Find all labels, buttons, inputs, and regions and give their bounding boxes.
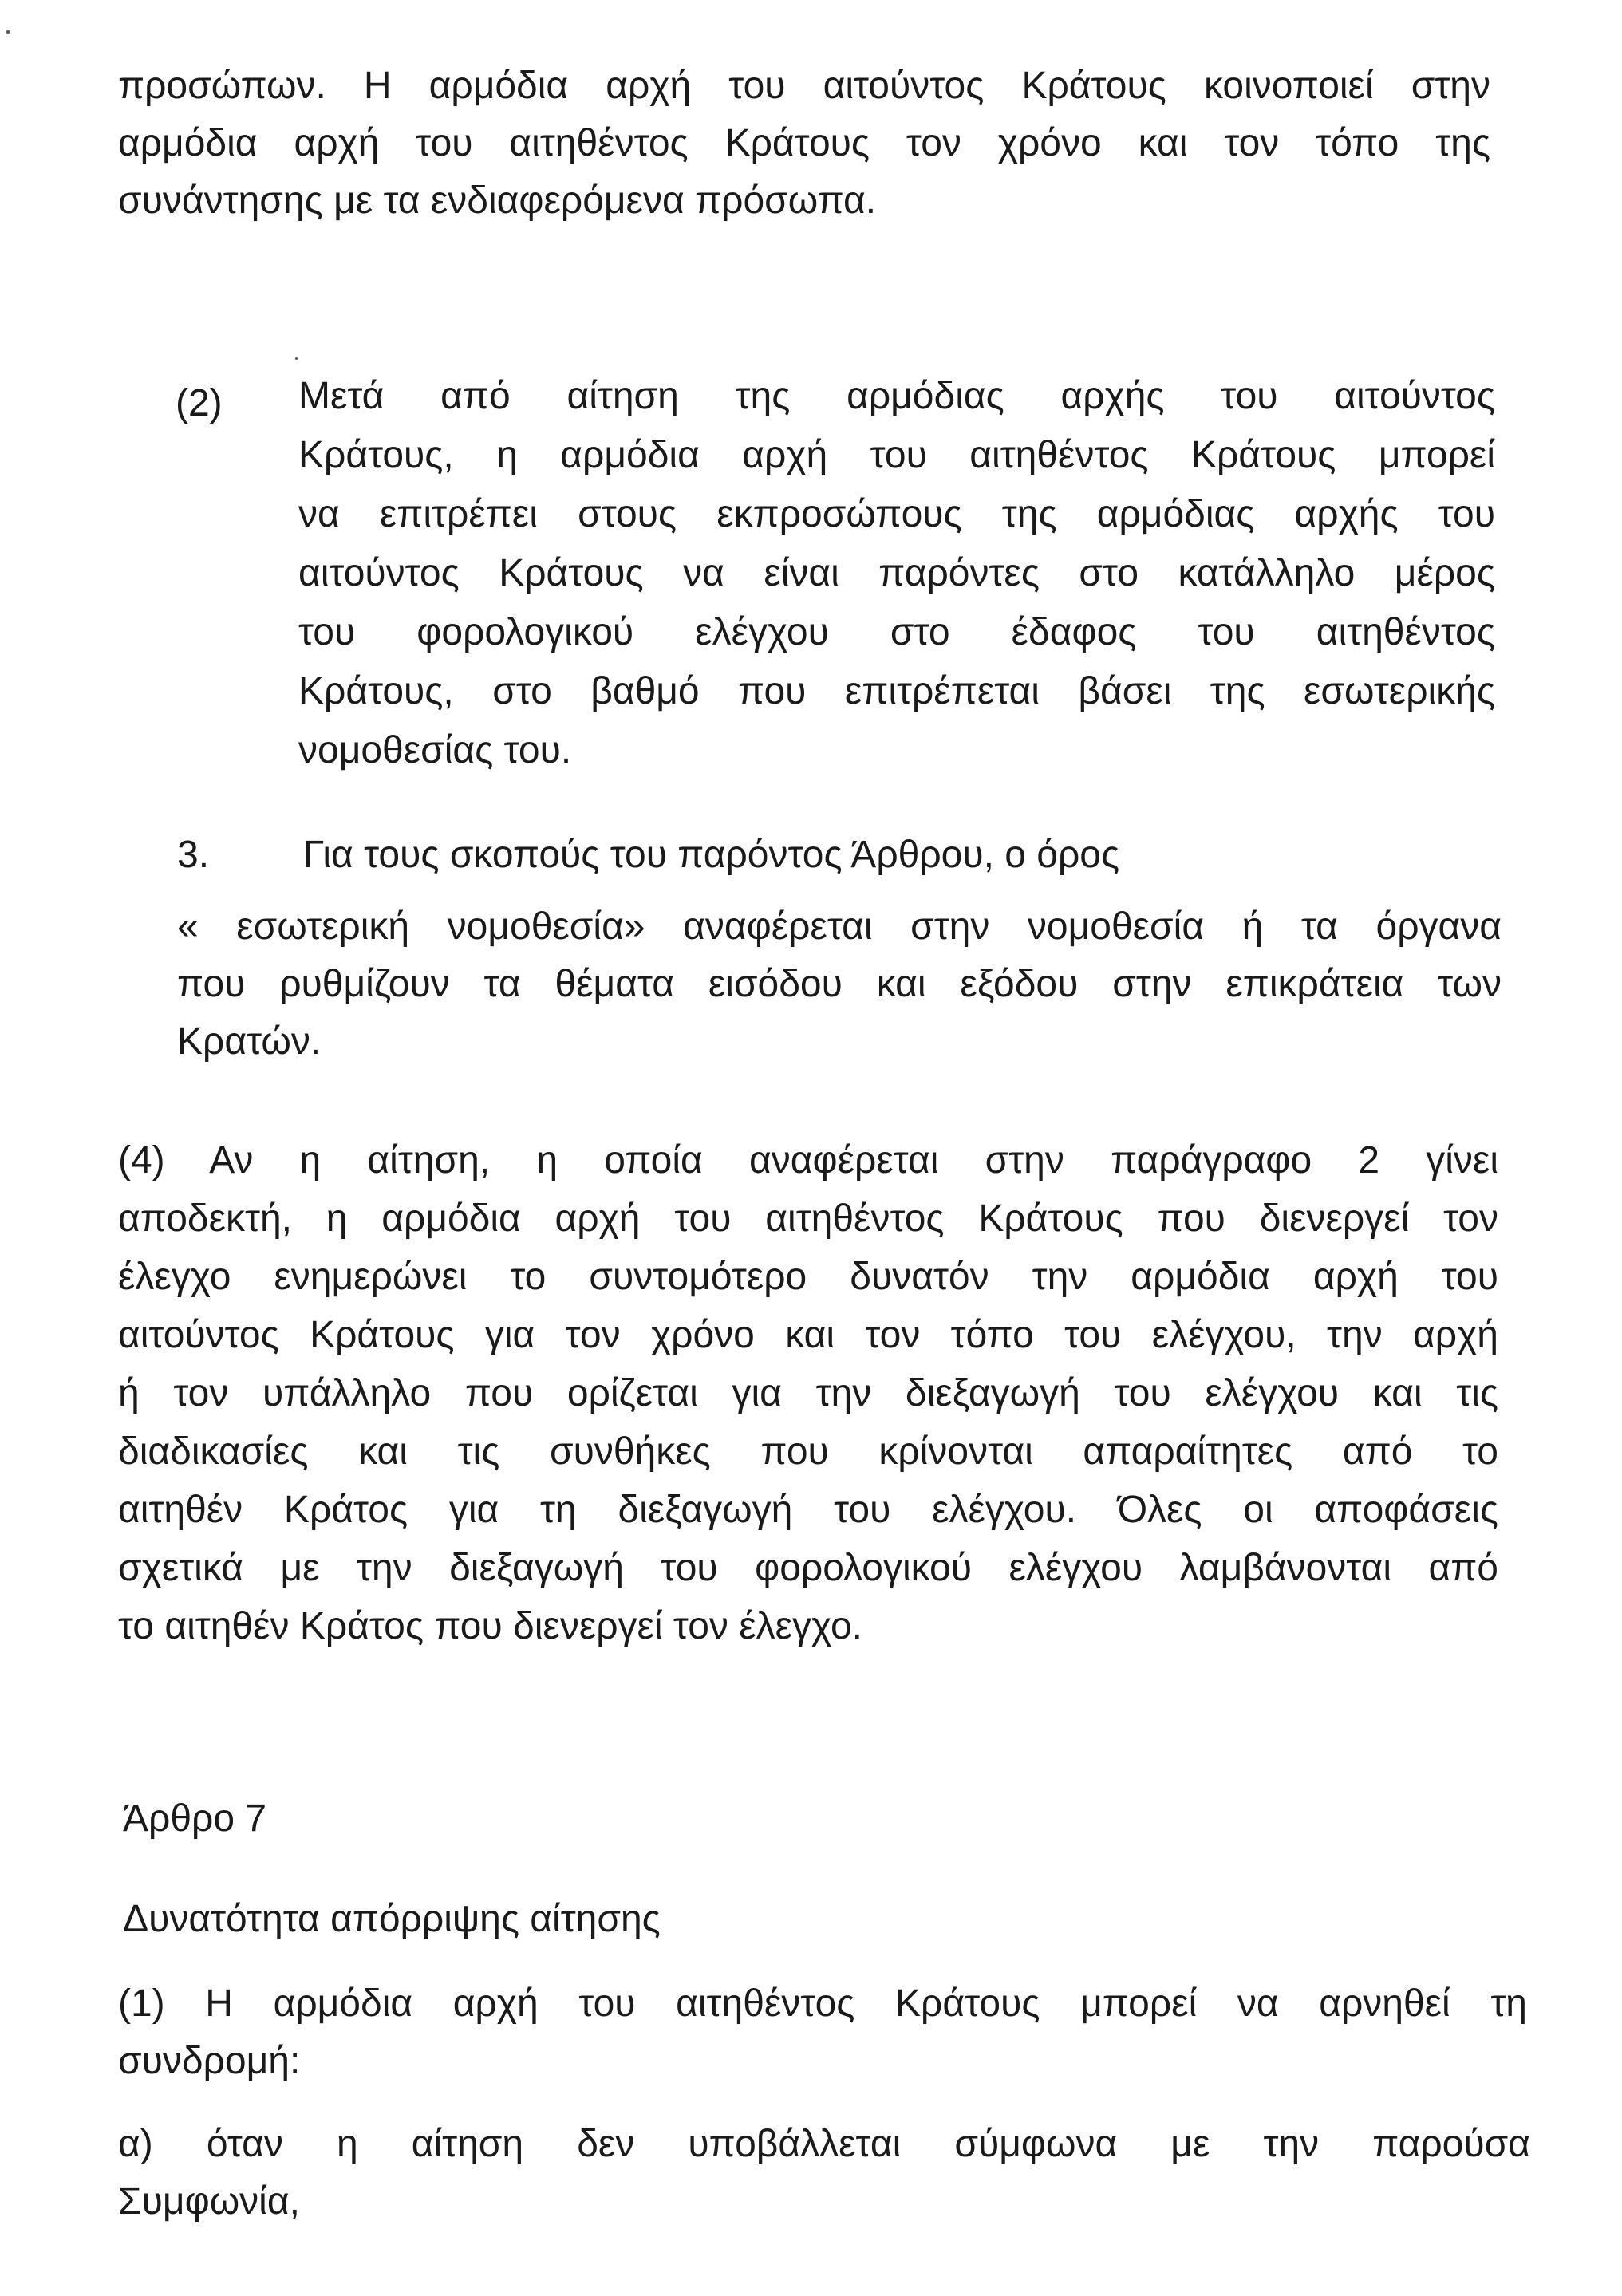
text-line: συνδρομή: <box>118 2040 301 2082</box>
text-line: Κράτους, στο βαθμό που επιτρέπεται βάσει της εσωτερικής <box>298 670 1495 712</box>
text-line: « εσωτερική νομοθεσία» αναφέρεται στην νομοθεσία ή τα όργανα <box>177 905 1502 948</box>
text-line: σχετικά με την διεξαγωγή του φορολογικού ελέγχου λαμβάνονται από <box>118 1547 1498 1589</box>
text-line: Μετά από αίτηση της αρμόδιας αρχής του αιτούντος <box>298 375 1495 417</box>
paragraph-marker: 3. <box>177 834 210 876</box>
text-line: του φορολογικού ελέγχου στο έδαφος του αιτηθέντος <box>298 611 1495 653</box>
text-line: το αιτηθέν Κράτος που διενεργεί τον έλεγχο. <box>118 1605 862 1647</box>
scan-speck <box>6 30 10 34</box>
paragraph-3 <box>177 898 1502 1071</box>
paragraph-2 <box>298 367 1495 780</box>
text-line: αιτηθέν Κράτος για τη διεξαγωγή του ελέγχου. Όλες οι αποφάσεις <box>118 1489 1498 1531</box>
article7-paragraph-1 <box>118 1975 1527 2090</box>
text-line: Κράτους, η αρμόδια αρχή του αιτηθέντος Κράτους μπορεί <box>298 434 1495 476</box>
text-line: νομοθεσίας του. <box>298 729 572 771</box>
text-line: προσώπων. Η αρμόδια αρχή του αιτούντος Κράτους κοινοποιεί στην <box>118 65 1490 107</box>
paragraph-4 <box>118 1131 1498 1655</box>
article7-item-a <box>118 2116 1530 2231</box>
text-line: (1) Η αρμόδια αρχή του αιτηθέντος Κράτους μπορεί να αρνηθεί τη <box>118 1982 1527 2025</box>
text-line: αποδεκτή, η αρμόδια αρχή του αιτηθέντος Κράτους που διενεργεί τον <box>118 1197 1498 1240</box>
text-line: συνάντησης με τα ενδιαφερόμενα πρόσωπα. <box>118 179 877 222</box>
text-line: ή τον υπάλληλο που ορίζεται για την διεξαγωγή του ελέγχου και τις <box>118 1372 1498 1414</box>
text-line: αρμόδια αρχή του αιτηθέντος Κράτους τον χρόνο και τον τόπο της <box>118 122 1490 164</box>
text-line: αιτούντος Κράτους για τον χρόνο και τον τόπο του ελέγχου, την αρχή <box>118 1314 1498 1356</box>
intro-paragraph <box>118 57 1490 230</box>
scan-speck <box>295 357 298 360</box>
text-line: που ρυθμίζουν τα θέματα εισόδου και εξόδου στην επικράτεια των <box>177 963 1502 1005</box>
text-line: έλεγχο ενημερώνει το συντομότερο δυνατόν την αρμόδια αρχή του <box>118 1256 1498 1298</box>
article-subheading: Δυνατότητα απόρριψης αίτησης <box>123 1898 661 1940</box>
article-heading: Άρθρο 7 <box>123 1797 267 1840</box>
text-line: α) όταν η αίτηση δεν υποβάλλεται σύμφωνα με την παρούσα <box>118 2123 1530 2165</box>
text-line: διαδικασίες και τις συνθήκες που κρίνονται απαραίτητες από το <box>118 1430 1498 1473</box>
text-line: (4) Αν η αίτηση, η οποία αναφέρεται στην παράγραφο 2 γίνει <box>118 1139 1498 1182</box>
text-line: αιτούντος Κράτους να είναι παρόντες στο κατάλληλο μέρος <box>298 552 1495 594</box>
paragraph-marker: (2) <box>176 382 223 424</box>
text-line: Για τους σκοπούς του παρόντος Άρθρου, ο όρος <box>303 834 1120 876</box>
text-line: Κρατών. <box>177 1020 322 1063</box>
text-line: να επιτρέπει στους εκπροσώπους της αρμόδιας αρχής του <box>298 493 1495 535</box>
text-line: Συμφωνία, <box>118 2180 300 2223</box>
